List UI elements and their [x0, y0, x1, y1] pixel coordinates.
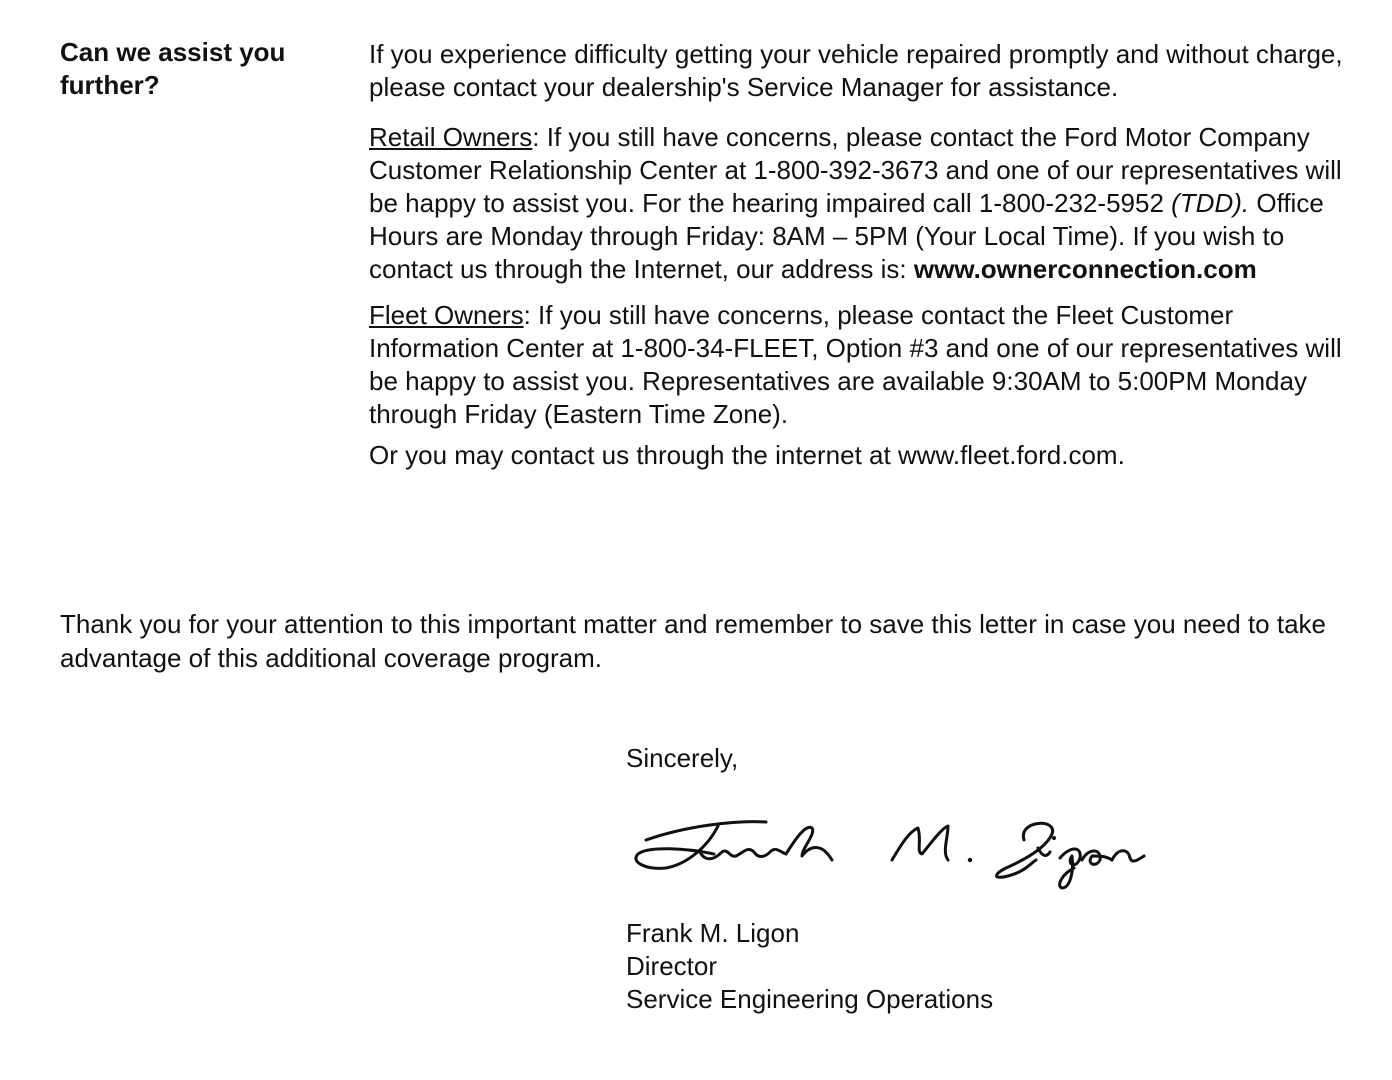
- signer-department: Service Engineering Operations: [626, 984, 994, 1014]
- owner-connection-link[interactable]: www.ownerconnection.com: [913, 254, 1257, 284]
- fleet-ford-link[interactable]: www.fleet.ford.com: [897, 440, 1118, 470]
- signer-title: Director: [626, 951, 718, 981]
- tdd-label: (TDD).: [1171, 188, 1250, 218]
- retail-owners-text: : If you still have concerns, please contact the Ford Motor Company Customer Relationship Center at 1-800-392-3673 and one of our representatives will be happy to assist you. For the hearing impaired call 1-800-232-5952: [369, 122, 1342, 218]
- assistance-body: [369, 38, 1354, 472]
- retail-owners-label: Retail Owners: [369, 122, 533, 152]
- intro-paragraph: If you experience difficulty getting your vehicle repaired promptly and without charge, please contact your dealership's Service Manager for assistance.: [369, 39, 1343, 102]
- fleet-internet-paragraph: [369, 439, 1354, 472]
- signer-name: Frank M. Ligon: [626, 918, 800, 948]
- signature-block: [626, 917, 993, 1016]
- fleet-owners-paragraph: [369, 299, 1354, 431]
- fleet-owners-label: Fleet Owners: [369, 300, 524, 330]
- closing-salutation: Sincerely,: [626, 743, 739, 773]
- fleet-internet-period: .: [1117, 440, 1125, 470]
- retail-owners-paragraph: [369, 121, 1354, 286]
- section-heading: Can we assist you further?: [60, 37, 286, 100]
- fleet-internet-text: Or you may contact us through the internet at: [369, 440, 898, 470]
- fleet-owners-text: : If you still have concerns, please contact the Fleet Customer Information Center at 1-800-34-FLEET, Option #3 and one of our representatives will be happy to assist you. Representatives are available 9:30AM to 5:00PM Monday through Friday (Eastern Time Zone).: [369, 300, 1342, 429]
- handwritten-signature: [626, 808, 1156, 896]
- retail-owners-hours-text: Office Hours are Monday through Friday: 8AM – 5PM (Your Local Time). If you wish to contact us through the Internet, our address is:: [369, 188, 1324, 284]
- thank-you-paragraph: Thank you for your attention to this important matter and remember to save this letter in case you need to take advantage of this additional coverage program.: [60, 609, 1326, 673]
